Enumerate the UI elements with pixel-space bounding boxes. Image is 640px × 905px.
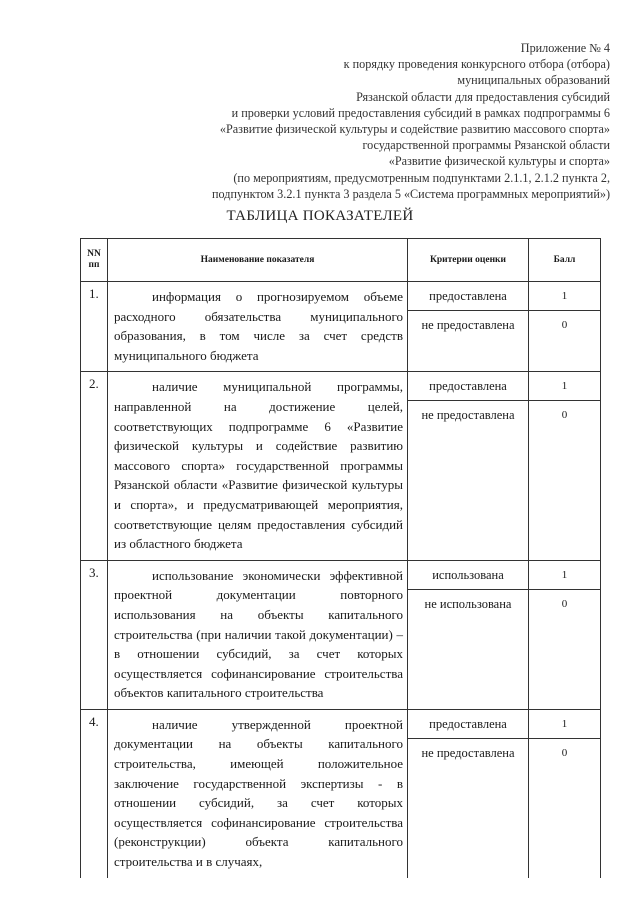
criterion-negative: не предоставлена [421,745,515,760]
criterion-negative: не предоставлена [421,318,515,332]
indicators-table [80,238,601,878]
score-cell [529,560,601,709]
indicator-text: информация о прогнозируемом объеме расходного обязательства муниципального образования, в том числе за счет средств муниципального бюджета [114,289,403,363]
score-negative: 0 [561,319,568,331]
indicator-text: наличие муниципальной программы, направленной на достижение целей, соответствующих подпрограмме 6 «Развитие физической культуры и содействие развитию массового спорта» государственной программы Рязанской области «Развитие физической культуры и спорта», и предусматривающей мероприятия, соответствующие целям предоставления субсидий из областного бюджета [114,379,403,552]
score-positive: 1 [529,372,600,401]
table-header-row [81,239,601,282]
row-number: 2. [81,372,108,560]
score-negative: 0 [561,597,568,610]
indicator-name [108,560,408,709]
indicator-name [108,709,408,877]
header-line: подпунктом 3.2.1 пункта 3 раздела 5 «Система программных мероприятий») [212,186,610,201]
row-number: 4. [81,709,108,877]
header-line: Рязанской области для предоставления субсидий [356,89,610,104]
header-line: и проверки условий предоставления субсидий в рамках подпрограммы 6 [231,105,610,120]
column-header-score: Балл [529,239,601,282]
table-row [81,709,601,877]
criterion-negative: не использована [424,596,512,611]
table-row [81,560,601,709]
indicator-text: наличие утвержденной проектной документации на объекты капитального строительства, имеющей положительное заключение государственной экспертизы - в отношении субсидий, за счет которых осуществляется софинансирование строительства (реконструкции) объекта капитального строительства и в случаях, [114,716,403,870]
indicator-name [108,372,408,560]
column-header-name: Наименование показателя [108,239,408,282]
header-line: к порядку проведения конкурсного отбора (отбора) [343,57,610,72]
table-row [81,282,601,372]
table-row [81,372,601,560]
criterion-positive: предоставлена [408,372,528,401]
score-positive: 1 [529,561,600,590]
criterion-negative: не предоставлена [421,408,515,423]
criterion-positive: использована [408,561,528,590]
indicator-text: использование экономически эффективной проектной документации повторного использования на объекты капитального строительства (при наличии такой документации) – в отношении субсидий, за счет которых осуществляется софинансирование строительства объектов капитального строительства [114,567,403,701]
criteria-cell [408,560,529,709]
header-line: (по мероприятиям, предусмотренным подпунктами 2.1.1, 2.1.2 пункта 2, [233,170,610,185]
score-negative: 0 [561,746,568,759]
criterion-positive: предоставлена [408,710,528,739]
score-positive: 1 [529,282,600,311]
column-header-num: NN пп [81,239,108,282]
score-cell [529,372,601,560]
row-number: 1. [81,282,108,372]
appendix-header [170,40,610,202]
score-cell [529,709,601,877]
criteria-cell [408,282,529,372]
header-line: муниципальных образований [457,73,610,88]
header-line: Приложение № 4 [520,41,610,55]
document-title: ТАБЛИЦА ПОКАЗАТЕЛЕЙ [226,208,414,224]
header-line: «Развитие физической культуры и содействие развитию массового спорта» [219,122,610,137]
criterion-positive: предоставлена [408,282,528,311]
header-line: государственной программы Рязанской области [362,138,610,153]
score-negative: 0 [561,409,568,422]
row-number: 3. [81,560,108,709]
criteria-cell [408,372,529,560]
score-positive: 1 [529,710,600,739]
score-cell [529,282,601,372]
header-line: «Развитие физической культуры и спорта» [388,154,610,169]
column-header-criteria: Критерии оценки [408,239,529,282]
indicator-name [108,282,408,372]
criteria-cell [408,709,529,877]
